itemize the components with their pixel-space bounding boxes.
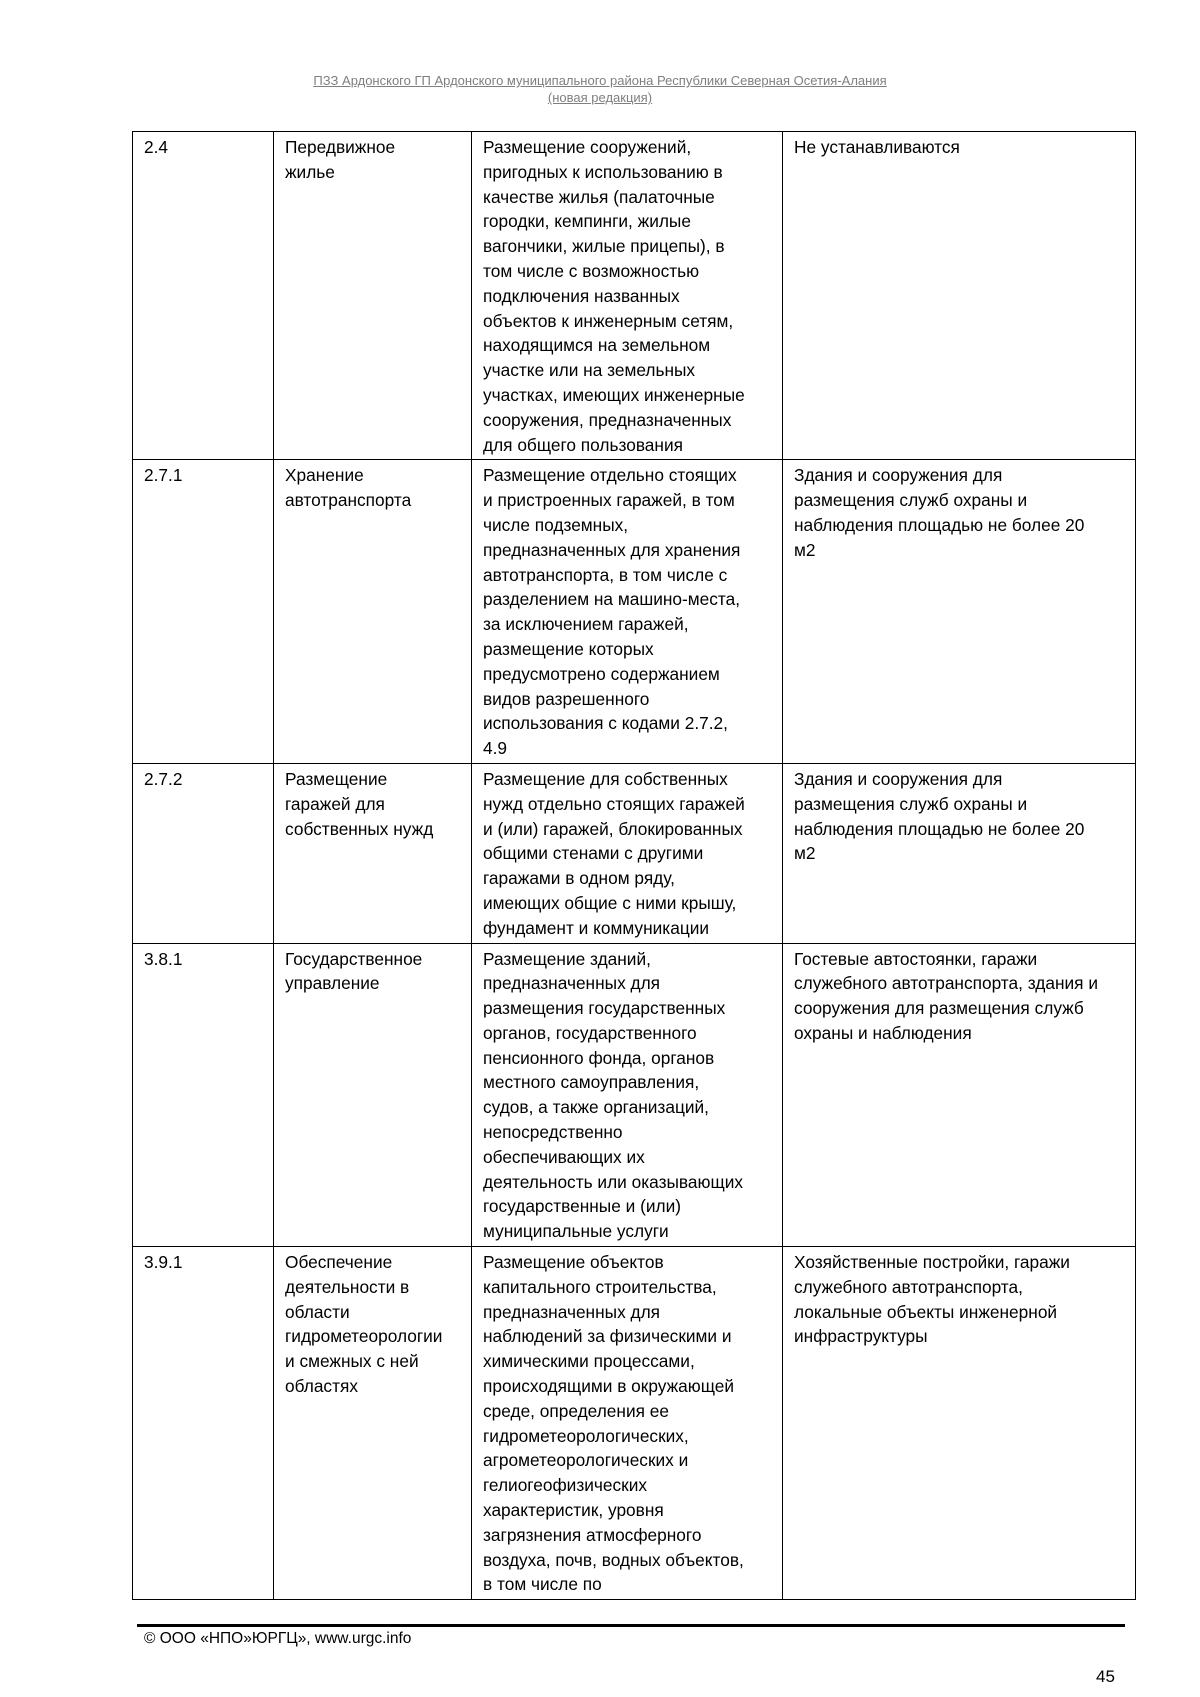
page-header [0, 72, 1200, 106]
code-cell: 2.4 [133, 132, 274, 460]
use-name-cell: Хранение автотранспорта [274, 460, 472, 764]
code-cell: 3.9.1 [133, 1247, 274, 1600]
table-row [133, 943, 1136, 1247]
use-name-cell: Размещение гаражей для собственных нужд [274, 763, 472, 943]
description-cell: Размещение зданий, предназначенных для размещения государственных органов, государственного пенсионного фонда, органов местного самоуправления, судов, а также организаций, непосредственно обеспечивающих их деятельность или оказывающих государственные и (или) муниципальные услуги [472, 943, 783, 1247]
table-row [133, 1247, 1136, 1600]
description-cell: Размещение сооружений, пригодных к использованию в качестве жилья (палаточные городки, кемпинги, жилые вагончики, жилые прицепы), в том числе с возможностью подключения названных объектов к инженерным сетям, находящимся на земельном участке или на земельных участках, имеющих инженерные сооружения, предназначенных для общего пользования [472, 132, 783, 460]
code-cell: 3.8.1 [133, 943, 274, 1247]
auxiliary-cell: Не устанавливаются [783, 132, 1136, 460]
table-row [133, 132, 1136, 460]
code-cell: 2.7.2 [133, 763, 274, 943]
auxiliary-cell: Гостевые автостоянки, гаражи служебного автотранспорта, здания и сооружения для размещения служб охраны и наблюдения [783, 943, 1136, 1247]
use-name-cell: Передвижное жилье [274, 132, 472, 460]
land-use-table [132, 131, 1136, 1600]
auxiliary-cell: Здания и сооружения для размещения служб охраны и наблюдения площадью не более 20 м2 [783, 460, 1136, 764]
table-row [133, 460, 1136, 764]
code-cell: 2.7.1 [133, 460, 274, 764]
header-subtitle: (новая редакция) [547, 90, 653, 105]
header-title: ПЗЗ Ардонского ГП Ардонского муниципального района Республики Северная Осетия-Алания [313, 73, 887, 88]
use-name-cell: Государственное управление [274, 943, 472, 1247]
use-name-cell: Обеспечение деятельности в области гидрометеорологии и смежных с ней областях [274, 1247, 472, 1600]
auxiliary-cell: Хозяйственные постройки, гаражи служебного автотранспорта, локальные объекты инженерной инфраструктуры [783, 1247, 1136, 1600]
description-cell: Размещение отдельно стоящих и пристроенных гаражей, в том числе подземных, предназначенных для хранения автотранспорта, в том числе с разделением на машино-места, за исключением гаражей, размещение которых предусмотрено содержанием видов разрешенного использования с кодами 2.7.2, 4.9 [472, 460, 783, 764]
description-cell: Размещение объектов капитального строительства, предназначенных для наблюдений за физическими и химическими процессами, происходящими в окружающей среде, определения ее гидрометеорологических, агрометеорологических и гелиогеофизических характеристик, уровня загрязнения атмосферного воздуха, почв, водных объектов, в том числе по [472, 1247, 783, 1600]
page-number: 45 [1096, 1667, 1115, 1686]
footer-copyright: © ООО «НПО»ЮРГЦ», www.urgc.info [144, 1630, 412, 1647]
description-cell: Размещение для собственных нужд отдельно стоящих гаражей и (или) гаражей, блокированных общими стенами с другими гаражами в одном ряду, имеющих общие с ними крышу, фундамент и коммуникации [472, 763, 783, 943]
auxiliary-cell: Здания и сооружения для размещения служб охраны и наблюдения площадью не более 20 м2 [783, 763, 1136, 943]
table-row [133, 763, 1136, 943]
footer-divider [137, 1624, 1125, 1627]
